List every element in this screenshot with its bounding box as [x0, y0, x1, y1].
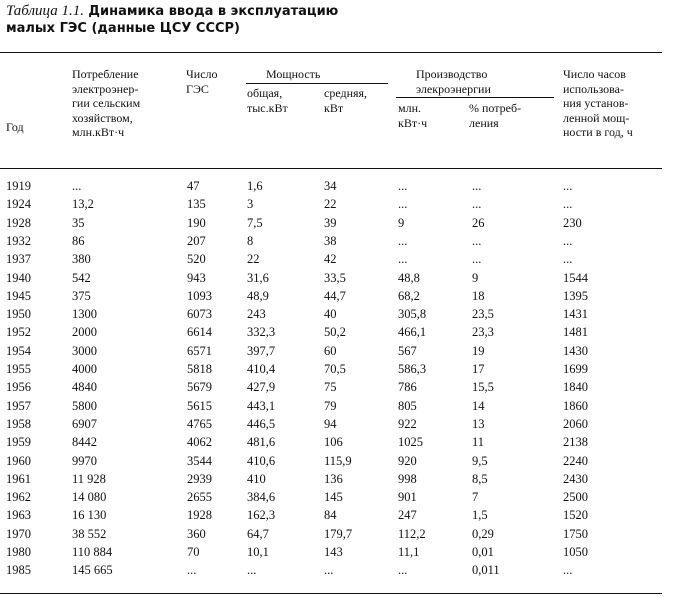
cell-consumption: 542	[72, 270, 91, 285]
cell-stations: ...	[187, 563, 197, 578]
cell-production-mln: ...	[398, 179, 408, 193]
cell-year: 1955	[6, 362, 31, 376]
cell-year: 1970	[6, 526, 31, 541]
cell-power-average: 143	[324, 545, 343, 559]
cell-hours: ...	[563, 563, 573, 578]
header-production-mln: млн. кВт·ч	[398, 101, 428, 130]
cell-hours: 2500	[563, 490, 588, 505]
cell-power-total: 446,5	[247, 416, 276, 431]
table-row	[0, 379, 670, 396]
cell-consumption: 1300	[72, 307, 97, 322]
power-group-underline	[246, 83, 388, 84]
table-top-rule	[0, 52, 662, 53]
table-bottom-rule	[0, 593, 662, 594]
cell-stations: 1093	[187, 288, 212, 303]
cell-production-mln: 805	[398, 398, 417, 413]
cell-hours: ...	[563, 252, 573, 267]
header-production-group: Производство элекроэнергии	[416, 67, 491, 96]
table-row	[0, 544, 670, 561]
cell-production-mln: 68,2	[398, 288, 420, 303]
table-row	[0, 324, 670, 341]
cell-year: 1928	[6, 215, 31, 230]
cell-power-average: ...	[324, 563, 334, 578]
cell-production-mln: 922	[398, 416, 417, 431]
cell-year: 1932	[6, 233, 31, 248]
cell-production-percent: ...	[472, 197, 482, 212]
cell-production-percent: 23,3	[472, 325, 494, 340]
cell-year: 1924	[6, 197, 31, 212]
cell-year: 1960	[6, 453, 31, 468]
cell-stations: 3544	[187, 453, 212, 468]
cell-power-total: 443,1	[247, 398, 276, 413]
cell-power-total: ...	[247, 563, 257, 578]
cell-year: 1950	[6, 307, 31, 322]
cell-hours: 1860	[563, 398, 588, 413]
cell-consumption: 9970	[72, 453, 97, 468]
cell-consumption: ...	[72, 179, 82, 193]
cell-production-mln: 9	[398, 215, 405, 230]
cell-stations: 520	[187, 252, 206, 267]
cell-year: 1962	[6, 490, 31, 505]
cell-production-percent: ...	[472, 179, 482, 193]
cell-production-mln: 1025	[398, 435, 423, 450]
cell-consumption: 86	[72, 233, 85, 248]
cell-hours: 1750	[563, 526, 588, 541]
cell-power-total: 22	[247, 252, 260, 267]
table-row	[0, 526, 670, 543]
table-row	[0, 361, 670, 378]
table-row	[0, 471, 670, 488]
cell-production-percent: 26	[472, 215, 485, 230]
header-production-percent: % потреб- ления	[469, 101, 522, 130]
cell-power-average: 70,5	[324, 362, 346, 376]
cell-year: 1956	[6, 380, 31, 395]
cell-stations: 2655	[187, 490, 212, 505]
cell-production-mln: 48,8	[398, 270, 420, 285]
cell-production-percent: 8,5	[472, 471, 488, 486]
cell-power-average: 84	[324, 508, 337, 523]
cell-production-percent: 0,01	[472, 545, 494, 559]
cell-production-mln: 998	[398, 471, 417, 486]
cell-stations: 6073	[187, 307, 212, 322]
table-row	[0, 453, 670, 470]
cell-power-total: 384,6	[247, 490, 276, 505]
cell-consumption: 4000	[72, 362, 97, 376]
table-row	[0, 215, 670, 232]
cell-stations: 5818	[187, 362, 212, 376]
cell-production-mln: 11,1	[398, 545, 420, 559]
cell-production-mln: ...	[398, 197, 408, 212]
cell-production-mln: 466,1	[398, 325, 427, 340]
cell-year: 1952	[6, 325, 31, 340]
cell-power-total: 48,9	[247, 288, 269, 303]
cell-hours: 1395	[563, 288, 588, 303]
cell-power-total: 243	[247, 307, 266, 322]
cell-power-average: 94	[324, 416, 337, 431]
cell-power-total: 10,1	[247, 545, 269, 559]
cell-production-mln: 112,2	[398, 526, 426, 541]
table-row	[0, 306, 670, 323]
cell-consumption: 145 665	[72, 563, 113, 578]
cell-consumption: 2000	[72, 325, 97, 340]
cell-hours: 1050	[563, 545, 588, 559]
cell-power-average: 22	[324, 197, 337, 212]
header-bottom-rule	[0, 168, 662, 169]
cell-consumption: 110 884	[72, 545, 113, 559]
cell-power-total: 427,9	[247, 380, 276, 395]
cell-stations: 190	[187, 215, 206, 230]
cell-production-mln: ...	[398, 563, 408, 578]
cell-production-percent: 17	[472, 362, 485, 376]
table-row	[0, 416, 670, 433]
cell-power-total: 31,6	[247, 270, 269, 285]
table-row	[0, 343, 670, 360]
cell-production-percent: 13	[472, 416, 485, 431]
header-power-average: средняя, кВт	[324, 86, 368, 115]
cell-stations: 943	[187, 270, 206, 285]
cell-hours: ...	[563, 233, 573, 248]
cell-production-mln: 305,8	[398, 307, 427, 322]
cell-production-mln: 786	[398, 380, 417, 395]
cell-production-percent: 9	[472, 270, 479, 285]
cell-production-percent: 0,011	[472, 563, 500, 578]
cell-power-total: 162,3	[247, 508, 276, 523]
cell-power-average: 145	[324, 490, 343, 505]
cell-stations: 6571	[187, 343, 212, 358]
cell-power-average: 50,2	[324, 325, 346, 340]
cell-year: 1958	[6, 416, 31, 431]
cell-power-total: 7,5	[247, 215, 263, 230]
cell-power-total: 397,7	[247, 343, 276, 358]
header-power-total: общая, тыс.кВт	[247, 86, 288, 115]
cell-hours: 1481	[563, 325, 588, 340]
cell-power-total: 410	[247, 471, 266, 486]
cell-production-percent: 11	[472, 435, 485, 450]
cell-consumption: 5800	[72, 398, 97, 413]
header-hours: Число часов использова- ния установ- ленной мощ- ности в год, ч	[563, 67, 633, 139]
table-row	[0, 507, 670, 524]
cell-consumption: 375	[72, 288, 91, 303]
cell-consumption: 38 552	[72, 526, 107, 541]
cell-hours: 1431	[563, 307, 588, 322]
cell-power-total: 410,6	[247, 453, 276, 468]
table-row	[0, 178, 670, 195]
cell-year: 1961	[6, 471, 31, 486]
cell-production-percent: 18	[472, 288, 485, 303]
cell-year: 1959	[6, 435, 31, 450]
cell-production-percent: 0,29	[472, 526, 494, 541]
header-consumption: Потребление электроэнер- гии сельским хозяйством, млн.кВт·ч	[72, 67, 141, 139]
cell-stations: 2939	[187, 471, 212, 486]
table-row	[0, 233, 670, 250]
table-title-line-2: малых ГЭС (данные ЦСУ СССР)	[6, 21, 240, 36]
cell-power-average: 60	[324, 343, 337, 358]
table-row	[0, 489, 670, 506]
cell-production-mln: 901	[398, 490, 417, 505]
cell-power-average: 106	[324, 435, 343, 450]
header-power-group: Мощность	[266, 67, 321, 81]
cell-year: 1919	[6, 179, 31, 193]
cell-production-percent: ...	[472, 252, 482, 267]
cell-consumption: 11 928	[72, 471, 106, 486]
cell-power-average: 79	[324, 398, 337, 413]
cell-stations: 47	[187, 179, 200, 193]
cell-production-mln: 586,3	[398, 362, 427, 376]
cell-year: 1940	[6, 270, 31, 285]
cell-stations: 207	[187, 233, 206, 248]
cell-power-average: 42	[324, 252, 337, 267]
cell-power-average: 75	[324, 380, 337, 395]
cell-hours: ...	[563, 197, 573, 212]
cell-stations: 6614	[187, 325, 212, 340]
cell-power-average: 179,7	[324, 526, 353, 541]
cell-power-average: 39	[324, 215, 337, 230]
cell-production-mln: ...	[398, 233, 408, 248]
header-stations: Число ГЭС	[186, 67, 218, 96]
table-row	[0, 288, 670, 305]
cell-production-percent: 14	[472, 398, 485, 413]
table-row	[0, 434, 670, 451]
cell-production-mln: 247	[398, 508, 417, 523]
cell-year: 1937	[6, 252, 31, 267]
cell-consumption: 14 080	[72, 490, 107, 505]
table-row	[0, 251, 670, 268]
cell-power-total: 3	[247, 197, 254, 212]
cell-stations: 5679	[187, 380, 212, 395]
cell-power-total: 1,6	[247, 179, 263, 193]
cell-power-average: 34	[324, 179, 337, 193]
table-row	[0, 398, 670, 415]
cell-hours: 1520	[563, 508, 588, 523]
cell-power-average: 136	[324, 471, 343, 486]
cell-production-mln: ...	[398, 252, 408, 267]
cell-power-total: 410,4	[247, 362, 276, 376]
cell-power-average: 115,9	[324, 453, 352, 468]
cell-stations: 1928	[187, 508, 212, 523]
cell-production-percent: 1,5	[472, 508, 488, 523]
cell-production-percent: 7	[472, 490, 479, 505]
header-year: Год	[6, 120, 24, 134]
cell-production-percent: ...	[472, 233, 482, 248]
table-caption	[6, 3, 646, 37]
cell-power-total: 481,6	[247, 435, 276, 450]
cell-stations: 135	[187, 197, 206, 212]
cell-year: 1945	[6, 288, 31, 303]
cell-hours: 2138	[563, 435, 588, 450]
cell-hours: 1840	[563, 380, 588, 395]
cell-power-total: 8	[247, 233, 254, 248]
cell-stations: 5615	[187, 398, 212, 413]
cell-stations: 4062	[187, 435, 212, 450]
table-number: Таблица 1.1.	[6, 3, 84, 19]
cell-power-average: 33,5	[324, 270, 346, 285]
cell-stations: 70	[187, 545, 200, 559]
cell-production-mln: 920	[398, 453, 417, 468]
table-row	[0, 270, 670, 287]
cell-production-percent: 9,5	[472, 453, 488, 468]
cell-consumption: 35	[72, 215, 85, 230]
cell-power-total: 332,3	[247, 325, 276, 340]
cell-power-average: 38	[324, 233, 337, 248]
cell-year: 1980	[6, 545, 31, 559]
cell-power-average: 40	[324, 307, 337, 322]
cell-production-percent: 15,5	[472, 380, 494, 395]
cell-stations: 4765	[187, 416, 212, 431]
cell-consumption: 3000	[72, 343, 97, 358]
cell-hours: 1544	[563, 270, 588, 285]
table-title-line-1: Динамика ввода в эксплуатацию	[88, 4, 339, 19]
cell-consumption: 13,2	[72, 197, 94, 212]
cell-consumption: 4840	[72, 380, 97, 395]
cell-hours: 230	[563, 215, 582, 230]
production-group-underline	[396, 97, 554, 98]
cell-hours: 2240	[563, 453, 588, 468]
cell-production-percent: 19	[472, 343, 485, 358]
cell-year: 1963	[6, 508, 31, 523]
cell-stations: 360	[187, 526, 206, 541]
table-row	[0, 562, 670, 579]
table-row	[0, 196, 670, 213]
cell-consumption: 380	[72, 252, 91, 267]
cell-power-average: 44,7	[324, 288, 346, 303]
cell-consumption: 8442	[72, 435, 97, 450]
cell-hours: 2430	[563, 471, 588, 486]
cell-hours: ...	[563, 179, 573, 193]
cell-production-mln: 567	[398, 343, 417, 358]
cell-hours: 1430	[563, 343, 588, 358]
cell-year: 1954	[6, 343, 31, 358]
cell-hours: 1699	[563, 362, 588, 376]
cell-hours: 2060	[563, 416, 588, 431]
cell-power-total: 64,7	[247, 526, 269, 541]
cell-consumption: 16 130	[72, 508, 107, 523]
cell-consumption: 6907	[72, 416, 97, 431]
cell-year: 1957	[6, 398, 31, 413]
cell-year: 1985	[6, 563, 31, 578]
cell-production-percent: 23,5	[472, 307, 494, 322]
